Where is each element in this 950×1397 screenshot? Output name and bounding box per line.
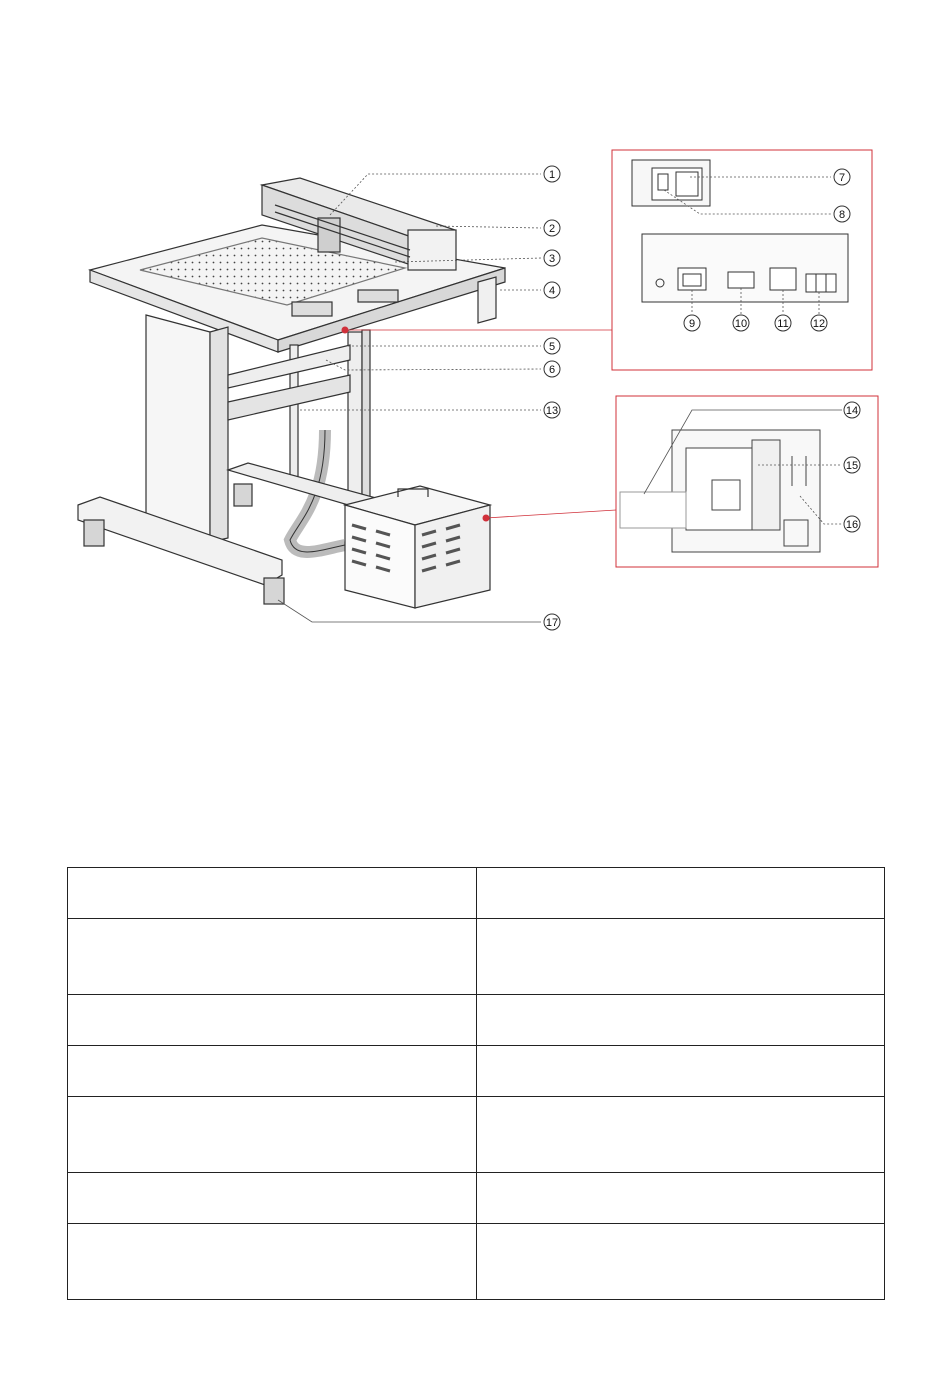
table-cell-left [68,1046,477,1097]
table-cell-left [68,1173,477,1224]
table-row [68,1097,885,1173]
table-cell-right [476,1173,885,1224]
callout-5 [544,338,560,354]
svg-text:7: 7 [838,172,846,184]
callout-1 [544,166,560,182]
table-row [68,1224,885,1300]
table-cell-right [476,995,885,1046]
callout-11 [775,315,791,331]
table-row [68,1173,885,1224]
svg-text:9: 9 [688,318,696,330]
callout-9 [684,315,700,331]
svg-text:10: 10 [734,318,748,330]
table-cell-left [68,1097,477,1173]
highlight-link-pump [486,510,616,518]
table-cell-right [476,1097,885,1173]
svg-text:8: 8 [838,209,846,221]
table-cell-left [68,868,477,919]
callout-7 [834,169,850,185]
parts-table [67,867,885,1300]
callout-6 [544,361,560,377]
callout-17 [544,614,560,630]
svg-text:1: 1 [548,169,556,181]
svg-text:15: 15 [845,460,859,472]
table-cell-right [476,1224,885,1300]
svg-text:6: 6 [548,364,556,376]
table-row [68,1046,885,1097]
callout-2 [544,220,560,236]
svg-text:13: 13 [545,405,559,417]
svg-text:17: 17 [545,617,559,629]
svg-text:5: 5 [548,341,556,353]
svg-text:3: 3 [548,253,556,265]
callout-10 [733,315,749,331]
table-cell-left [68,1224,477,1300]
callout-15 [844,457,860,473]
table-row [68,868,885,919]
table-cell-right [476,868,885,919]
power-socket-panel [632,160,710,206]
pump-interior-drawing [620,430,820,552]
callout-3 [544,250,560,266]
table-row [68,995,885,1046]
svg-text:16: 16 [845,519,859,531]
table-cell-left [68,995,477,1046]
callout-12 [811,315,827,331]
callout-4 [544,282,560,298]
table-cell-right [476,919,885,995]
table-row [68,919,885,995]
callout-14 [844,402,860,418]
callout-8 [834,206,850,222]
svg-text:2: 2 [548,223,556,235]
svg-text:11: 11 [777,318,789,330]
svg-text:4: 4 [548,285,556,297]
callout-16 [844,516,860,532]
table-cell-left [68,919,477,995]
svg-text:12: 12 [812,318,826,330]
rear-port-panel [642,234,848,302]
callout-13 [544,402,560,418]
svg-text:14: 14 [845,405,859,417]
cutting-machine-illustration [78,178,505,608]
table-cell-right [476,1046,885,1097]
